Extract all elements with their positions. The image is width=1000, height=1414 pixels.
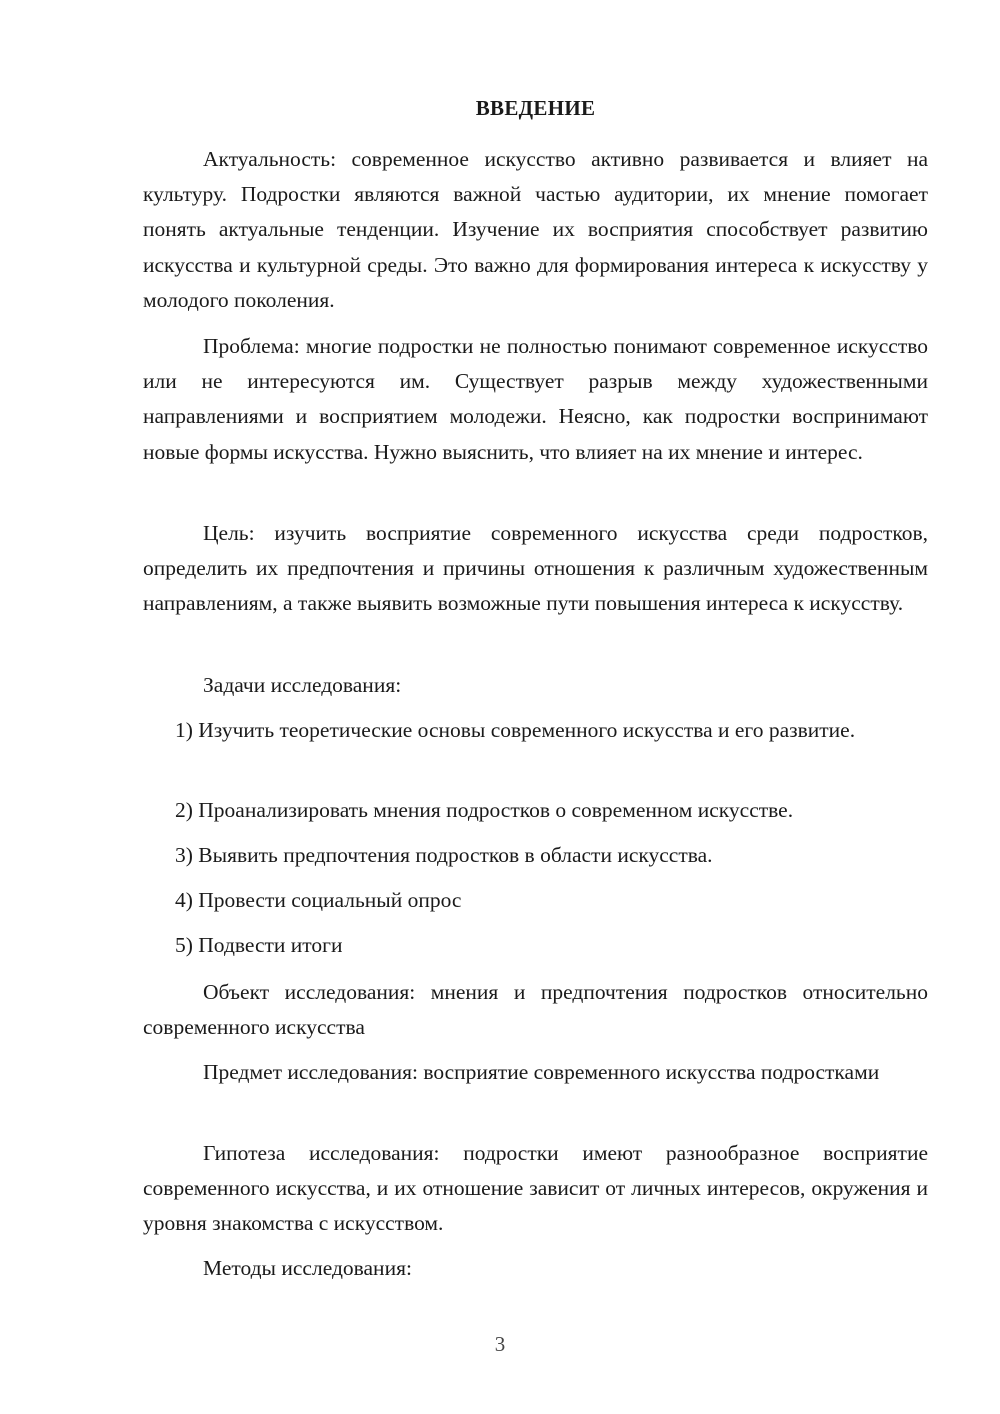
paragraph-subject: Предмет исследования: восприятие современного искусства подростками — [203, 1060, 880, 1084]
task-item-3: 3) Выявить предпочтения подростков в области искусства. — [175, 843, 713, 867]
section-title: ВВЕДЕНИЕ — [475, 96, 596, 120]
tasks-heading: Задачи исследования: — [203, 673, 402, 697]
paragraph-relevance: Актуальность: современное искусство активно развивается и влияет на культуру. Подростки являются важной частью аудитории, их мнение помогает понять актуальные тенденции. Изучение их восприятия способствует развитию искусства и культурной среды. Это важно для формирования интереса к искусству у молодого поколения. — [143, 147, 928, 312]
task-item-1: 1) Изучить теоретические основы современного искусства и его развитие. — [175, 718, 856, 742]
methods-heading: Методы исследования: — [203, 1256, 412, 1280]
paragraph-problem: Проблема: многие подростки не полностью понимают современное искусство или не интересуются им. Существует разрыв между художественными направлениями и восприятием молодежи. Неясно, как подростки воспринимают новые формы искусства. Нужно выяснить, что влияет на их мнение и интерес. — [143, 334, 928, 464]
paragraph-goal: Цель: изучить восприятие современного искусства среди подростков, определить их предпочтения и причины отношения к различным художественным направлениям, а также выявить возможные пути повышения интереса к искусству. — [143, 521, 928, 616]
page-number: 3 — [494, 1332, 506, 1356]
paragraph-object: Объект исследования: мнения и предпочтения подростков относительно современного искусства — [143, 980, 928, 1040]
task-item-2: 2) Проанализировать мнения подростков о современном искусстве. — [175, 798, 794, 822]
task-item-5: 5) Подвести итоги — [175, 933, 343, 957]
paragraph-hypothesis: Гипотеза исследования: подростки имеют разнообразное восприятие современного искусства, и их отношение зависит от личных интересов, окружения и уровня знакомства с искусством. — [143, 1141, 928, 1236]
task-item-4: 4) Провести социальный опрос — [175, 888, 462, 912]
